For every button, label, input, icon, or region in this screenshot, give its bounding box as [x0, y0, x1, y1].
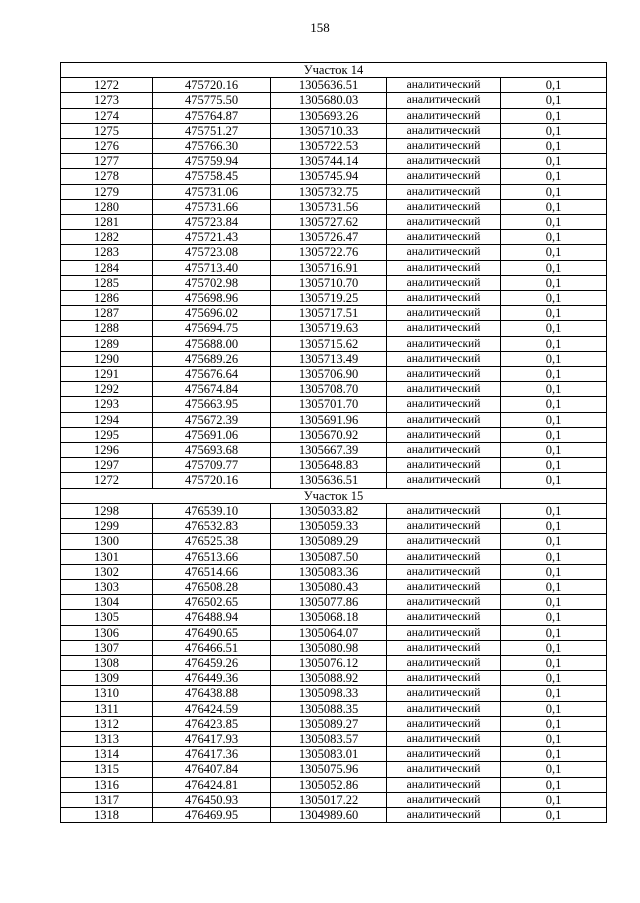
- y-coordinate-cell: 1305745.94: [271, 169, 387, 184]
- method-cell: аналитический: [387, 731, 501, 746]
- point-number-cell: 1272: [61, 473, 153, 488]
- method-cell: аналитический: [387, 93, 501, 108]
- method-cell: аналитический: [387, 655, 501, 670]
- method-cell: аналитический: [387, 610, 501, 625]
- point-number-cell: 1276: [61, 139, 153, 154]
- x-coordinate-cell: 475766.30: [153, 139, 271, 154]
- x-coordinate-cell: 475723.08: [153, 245, 271, 260]
- table-row: [61, 792, 607, 807]
- accuracy-cell: 0,1: [501, 701, 607, 716]
- point-number-cell: 1286: [61, 291, 153, 306]
- point-number-cell: 1313: [61, 731, 153, 746]
- point-number-cell: 1302: [61, 564, 153, 579]
- accuracy-cell: 0,1: [501, 625, 607, 640]
- accuracy-cell: 0,1: [501, 123, 607, 138]
- method-cell: аналитический: [387, 473, 501, 488]
- y-coordinate-cell: 1305719.63: [271, 321, 387, 336]
- point-number-cell: 1272: [61, 78, 153, 93]
- accuracy-cell: 0,1: [501, 245, 607, 260]
- x-coordinate-cell: 476539.10: [153, 503, 271, 518]
- x-coordinate-cell: 475720.16: [153, 473, 271, 488]
- y-coordinate-cell: 1305706.90: [271, 367, 387, 382]
- y-coordinate-cell: 1305716.91: [271, 260, 387, 275]
- point-number-cell: 1306: [61, 625, 153, 640]
- accuracy-cell: 0,1: [501, 792, 607, 807]
- y-coordinate-cell: 1305083.01: [271, 747, 387, 762]
- table-row: [61, 184, 607, 199]
- point-number-cell: 1318: [61, 807, 153, 822]
- accuracy-cell: 0,1: [501, 640, 607, 655]
- method-cell: аналитический: [387, 427, 501, 442]
- table-row: [61, 579, 607, 594]
- method-cell: аналитический: [387, 336, 501, 351]
- accuracy-cell: 0,1: [501, 549, 607, 564]
- y-coordinate-cell: 1305693.26: [271, 108, 387, 123]
- y-coordinate-cell: 1305080.98: [271, 640, 387, 655]
- x-coordinate-cell: 475702.98: [153, 275, 271, 290]
- method-cell: аналитический: [387, 777, 501, 792]
- point-number-cell: 1310: [61, 686, 153, 701]
- accuracy-cell: 0,1: [501, 747, 607, 762]
- accuracy-cell: 0,1: [501, 534, 607, 549]
- x-coordinate-cell: 476449.36: [153, 671, 271, 686]
- accuracy-cell: 0,1: [501, 260, 607, 275]
- x-coordinate-cell: 475775.50: [153, 93, 271, 108]
- method-cell: аналитический: [387, 792, 501, 807]
- y-coordinate-cell: 1305087.50: [271, 549, 387, 564]
- point-number-cell: 1293: [61, 397, 153, 412]
- method-cell: аналитический: [387, 123, 501, 138]
- table-row: [61, 564, 607, 579]
- y-coordinate-cell: 1305064.07: [271, 625, 387, 640]
- section-title: Участок 15: [61, 488, 607, 503]
- point-number-cell: 1311: [61, 701, 153, 716]
- x-coordinate-cell: 475723.84: [153, 215, 271, 230]
- table-row: [61, 747, 607, 762]
- table-row: [61, 443, 607, 458]
- y-coordinate-cell: 1305719.25: [271, 291, 387, 306]
- point-number-cell: 1279: [61, 184, 153, 199]
- y-coordinate-cell: 1305098.33: [271, 686, 387, 701]
- x-coordinate-cell: 475709.77: [153, 458, 271, 473]
- y-coordinate-cell: 1305691.96: [271, 412, 387, 427]
- point-number-cell: 1300: [61, 534, 153, 549]
- method-cell: аналитический: [387, 686, 501, 701]
- table-row: [61, 382, 607, 397]
- accuracy-cell: 0,1: [501, 291, 607, 306]
- point-number-cell: 1314: [61, 747, 153, 762]
- point-number-cell: 1309: [61, 671, 153, 686]
- accuracy-cell: 0,1: [501, 579, 607, 594]
- table-row: [61, 321, 607, 336]
- y-coordinate-cell: 1305710.33: [271, 123, 387, 138]
- accuracy-cell: 0,1: [501, 78, 607, 93]
- accuracy-cell: 0,1: [501, 412, 607, 427]
- table-row: [61, 458, 607, 473]
- coordinates-table: [60, 62, 607, 823]
- accuracy-cell: 0,1: [501, 169, 607, 184]
- x-coordinate-cell: 475731.66: [153, 199, 271, 214]
- y-coordinate-cell: 1305667.39: [271, 443, 387, 458]
- point-number-cell: 1307: [61, 640, 153, 655]
- y-coordinate-cell: 1305089.27: [271, 716, 387, 731]
- table-row: [61, 610, 607, 625]
- method-cell: аналитический: [387, 139, 501, 154]
- accuracy-cell: 0,1: [501, 807, 607, 822]
- point-number-cell: 1294: [61, 412, 153, 427]
- x-coordinate-cell: 475689.26: [153, 351, 271, 366]
- x-coordinate-cell: 475663.95: [153, 397, 271, 412]
- x-coordinate-cell: 475713.40: [153, 260, 271, 275]
- table-row: [61, 519, 607, 534]
- x-coordinate-cell: 475688.00: [153, 336, 271, 351]
- table-row: [61, 595, 607, 610]
- point-number-cell: 1303: [61, 579, 153, 594]
- method-cell: аналитический: [387, 640, 501, 655]
- y-coordinate-cell: 1305033.82: [271, 503, 387, 518]
- method-cell: аналитический: [387, 564, 501, 579]
- accuracy-cell: 0,1: [501, 321, 607, 336]
- point-number-cell: 1284: [61, 260, 153, 275]
- y-coordinate-cell: 1305670.92: [271, 427, 387, 442]
- method-cell: аналитический: [387, 397, 501, 412]
- point-number-cell: 1298: [61, 503, 153, 518]
- accuracy-cell: 0,1: [501, 458, 607, 473]
- table-row: [61, 367, 607, 382]
- x-coordinate-cell: 475751.27: [153, 123, 271, 138]
- y-coordinate-cell: 1305722.76: [271, 245, 387, 260]
- accuracy-cell: 0,1: [501, 686, 607, 701]
- accuracy-cell: 0,1: [501, 397, 607, 412]
- point-number-cell: 1292: [61, 382, 153, 397]
- table-row: [61, 336, 607, 351]
- method-cell: аналитический: [387, 169, 501, 184]
- point-number-cell: 1273: [61, 93, 153, 108]
- point-number-cell: 1291: [61, 367, 153, 382]
- point-number-cell: 1280: [61, 199, 153, 214]
- accuracy-cell: 0,1: [501, 762, 607, 777]
- x-coordinate-cell: 475720.16: [153, 78, 271, 93]
- y-coordinate-cell: 1305636.51: [271, 473, 387, 488]
- table-row: [61, 716, 607, 731]
- point-number-cell: 1290: [61, 351, 153, 366]
- x-coordinate-cell: 476466.51: [153, 640, 271, 655]
- accuracy-cell: 0,1: [501, 564, 607, 579]
- section-header-row: [61, 488, 607, 503]
- accuracy-cell: 0,1: [501, 93, 607, 108]
- x-coordinate-cell: 475759.94: [153, 154, 271, 169]
- accuracy-cell: 0,1: [501, 108, 607, 123]
- accuracy-cell: 0,1: [501, 139, 607, 154]
- y-coordinate-cell: 1305075.96: [271, 762, 387, 777]
- method-cell: аналитический: [387, 458, 501, 473]
- x-coordinate-cell: 476407.84: [153, 762, 271, 777]
- x-coordinate-cell: 476417.93: [153, 731, 271, 746]
- x-coordinate-cell: 476532.83: [153, 519, 271, 534]
- method-cell: аналитический: [387, 382, 501, 397]
- table-row: [61, 503, 607, 518]
- accuracy-cell: 0,1: [501, 336, 607, 351]
- accuracy-cell: 0,1: [501, 215, 607, 230]
- point-number-cell: 1277: [61, 154, 153, 169]
- y-coordinate-cell: 1305732.75: [271, 184, 387, 199]
- point-number-cell: 1296: [61, 443, 153, 458]
- method-cell: аналитический: [387, 747, 501, 762]
- table-row: [61, 215, 607, 230]
- method-cell: аналитический: [387, 701, 501, 716]
- accuracy-cell: 0,1: [501, 595, 607, 610]
- method-cell: аналитический: [387, 534, 501, 549]
- table-row: [61, 397, 607, 412]
- table-row: [61, 275, 607, 290]
- table-row: [61, 686, 607, 701]
- accuracy-cell: 0,1: [501, 671, 607, 686]
- x-coordinate-cell: 475696.02: [153, 306, 271, 321]
- method-cell: аналитический: [387, 519, 501, 534]
- point-number-cell: 1305: [61, 610, 153, 625]
- method-cell: аналитический: [387, 291, 501, 306]
- method-cell: аналитический: [387, 367, 501, 382]
- point-number-cell: 1287: [61, 306, 153, 321]
- accuracy-cell: 0,1: [501, 473, 607, 488]
- table-row: [61, 701, 607, 716]
- y-coordinate-cell: 1305068.18: [271, 610, 387, 625]
- method-cell: аналитический: [387, 321, 501, 336]
- accuracy-cell: 0,1: [501, 731, 607, 746]
- x-coordinate-cell: 475676.64: [153, 367, 271, 382]
- table-row: [61, 671, 607, 686]
- point-number-cell: 1275: [61, 123, 153, 138]
- accuracy-cell: 0,1: [501, 443, 607, 458]
- table-row: [61, 473, 607, 488]
- method-cell: аналитический: [387, 245, 501, 260]
- y-coordinate-cell: 1305722.53: [271, 139, 387, 154]
- point-number-cell: 1316: [61, 777, 153, 792]
- x-coordinate-cell: 475764.87: [153, 108, 271, 123]
- accuracy-cell: 0,1: [501, 275, 607, 290]
- y-coordinate-cell: 1305052.86: [271, 777, 387, 792]
- x-coordinate-cell: 475698.96: [153, 291, 271, 306]
- point-number-cell: 1288: [61, 321, 153, 336]
- method-cell: аналитический: [387, 443, 501, 458]
- table-row: [61, 139, 607, 154]
- x-coordinate-cell: 476424.59: [153, 701, 271, 716]
- y-coordinate-cell: 1304989.60: [271, 807, 387, 822]
- x-coordinate-cell: 475674.84: [153, 382, 271, 397]
- point-number-cell: 1278: [61, 169, 153, 184]
- accuracy-cell: 0,1: [501, 306, 607, 321]
- accuracy-cell: 0,1: [501, 184, 607, 199]
- point-number-cell: 1282: [61, 230, 153, 245]
- table-row: [61, 154, 607, 169]
- x-coordinate-cell: 475721.43: [153, 230, 271, 245]
- y-coordinate-cell: 1305089.29: [271, 534, 387, 549]
- table-row: [61, 78, 607, 93]
- method-cell: аналитический: [387, 625, 501, 640]
- table-row: [61, 777, 607, 792]
- y-coordinate-cell: 1305710.70: [271, 275, 387, 290]
- x-coordinate-cell: 476438.88: [153, 686, 271, 701]
- accuracy-cell: 0,1: [501, 427, 607, 442]
- table-row: [61, 625, 607, 640]
- table-row: [61, 108, 607, 123]
- y-coordinate-cell: 1305648.83: [271, 458, 387, 473]
- accuracy-cell: 0,1: [501, 154, 607, 169]
- table-row: [61, 260, 607, 275]
- method-cell: аналитический: [387, 549, 501, 564]
- method-cell: аналитический: [387, 351, 501, 366]
- y-coordinate-cell: 1305708.70: [271, 382, 387, 397]
- point-number-cell: 1289: [61, 336, 153, 351]
- y-coordinate-cell: 1305080.43: [271, 579, 387, 594]
- table-row: [61, 230, 607, 245]
- accuracy-cell: 0,1: [501, 655, 607, 670]
- y-coordinate-cell: 1305083.36: [271, 564, 387, 579]
- table-row: [61, 640, 607, 655]
- table-row: [61, 169, 607, 184]
- method-cell: аналитический: [387, 78, 501, 93]
- x-coordinate-cell: 475693.68: [153, 443, 271, 458]
- x-coordinate-cell: 476502.65: [153, 595, 271, 610]
- table-row: [61, 655, 607, 670]
- method-cell: аналитический: [387, 595, 501, 610]
- x-coordinate-cell: 475731.06: [153, 184, 271, 199]
- point-number-cell: 1285: [61, 275, 153, 290]
- method-cell: аналитический: [387, 762, 501, 777]
- accuracy-cell: 0,1: [501, 351, 607, 366]
- y-coordinate-cell: 1305083.57: [271, 731, 387, 746]
- x-coordinate-cell: 476423.85: [153, 716, 271, 731]
- point-number-cell: 1299: [61, 519, 153, 534]
- method-cell: аналитический: [387, 230, 501, 245]
- y-coordinate-cell: 1305715.62: [271, 336, 387, 351]
- y-coordinate-cell: 1305717.51: [271, 306, 387, 321]
- y-coordinate-cell: 1305727.62: [271, 215, 387, 230]
- table-row: [61, 549, 607, 564]
- x-coordinate-cell: 476514.66: [153, 564, 271, 579]
- method-cell: аналитический: [387, 807, 501, 822]
- x-coordinate-cell: 476490.65: [153, 625, 271, 640]
- y-coordinate-cell: 1305088.92: [271, 671, 387, 686]
- accuracy-cell: 0,1: [501, 199, 607, 214]
- method-cell: аналитический: [387, 108, 501, 123]
- table-row: [61, 306, 607, 321]
- point-number-cell: 1304: [61, 595, 153, 610]
- point-number-cell: 1283: [61, 245, 153, 260]
- x-coordinate-cell: 476450.93: [153, 792, 271, 807]
- x-coordinate-cell: 476508.28: [153, 579, 271, 594]
- point-number-cell: 1301: [61, 549, 153, 564]
- x-coordinate-cell: 476525.38: [153, 534, 271, 549]
- accuracy-cell: 0,1: [501, 382, 607, 397]
- x-coordinate-cell: 476424.81: [153, 777, 271, 792]
- method-cell: аналитический: [387, 215, 501, 230]
- method-cell: аналитический: [387, 671, 501, 686]
- table-row: [61, 245, 607, 260]
- y-coordinate-cell: 1305017.22: [271, 792, 387, 807]
- y-coordinate-cell: 1305731.56: [271, 199, 387, 214]
- point-number-cell: 1308: [61, 655, 153, 670]
- point-number-cell: 1315: [61, 762, 153, 777]
- x-coordinate-cell: 475694.75: [153, 321, 271, 336]
- accuracy-cell: 0,1: [501, 610, 607, 625]
- x-coordinate-cell: 476488.94: [153, 610, 271, 625]
- method-cell: аналитический: [387, 579, 501, 594]
- point-number-cell: 1295: [61, 427, 153, 442]
- x-coordinate-cell: 476459.26: [153, 655, 271, 670]
- accuracy-cell: 0,1: [501, 367, 607, 382]
- accuracy-cell: 0,1: [501, 716, 607, 731]
- method-cell: аналитический: [387, 503, 501, 518]
- table-row: [61, 534, 607, 549]
- table-row: [61, 762, 607, 777]
- x-coordinate-cell: 476417.36: [153, 747, 271, 762]
- x-coordinate-cell: 475758.45: [153, 169, 271, 184]
- accuracy-cell: 0,1: [501, 519, 607, 534]
- point-number-cell: 1281: [61, 215, 153, 230]
- table-row: [61, 412, 607, 427]
- x-coordinate-cell: 476513.66: [153, 549, 271, 564]
- table-row: [61, 93, 607, 108]
- y-coordinate-cell: 1305726.47: [271, 230, 387, 245]
- y-coordinate-cell: 1305059.33: [271, 519, 387, 534]
- method-cell: аналитический: [387, 184, 501, 199]
- y-coordinate-cell: 1305076.12: [271, 655, 387, 670]
- section-header-row: [61, 63, 607, 78]
- table-row: [61, 807, 607, 822]
- table-row: [61, 731, 607, 746]
- method-cell: аналитический: [387, 275, 501, 290]
- y-coordinate-cell: 1305077.86: [271, 595, 387, 610]
- method-cell: аналитический: [387, 260, 501, 275]
- accuracy-cell: 0,1: [501, 230, 607, 245]
- y-coordinate-cell: 1305744.14: [271, 154, 387, 169]
- y-coordinate-cell: 1305680.03: [271, 93, 387, 108]
- table-row: [61, 351, 607, 366]
- x-coordinate-cell: 475691.06: [153, 427, 271, 442]
- accuracy-cell: 0,1: [501, 503, 607, 518]
- table-row: [61, 199, 607, 214]
- table-row: [61, 291, 607, 306]
- page-number: 158: [310, 20, 330, 35]
- point-number-cell: 1297: [61, 458, 153, 473]
- y-coordinate-cell: 1305636.51: [271, 78, 387, 93]
- method-cell: аналитический: [387, 199, 501, 214]
- point-number-cell: 1317: [61, 792, 153, 807]
- method-cell: аналитический: [387, 154, 501, 169]
- y-coordinate-cell: 1305088.35: [271, 701, 387, 716]
- method-cell: аналитический: [387, 412, 501, 427]
- accuracy-cell: 0,1: [501, 777, 607, 792]
- x-coordinate-cell: 476469.95: [153, 807, 271, 822]
- table-row: [61, 427, 607, 442]
- point-number-cell: 1312: [61, 716, 153, 731]
- table-row: [61, 123, 607, 138]
- x-coordinate-cell: 475672.39: [153, 412, 271, 427]
- point-number-cell: 1274: [61, 108, 153, 123]
- y-coordinate-cell: 1305701.70: [271, 397, 387, 412]
- section-title: Участок 14: [61, 63, 607, 78]
- method-cell: аналитический: [387, 716, 501, 731]
- method-cell: аналитический: [387, 306, 501, 321]
- y-coordinate-cell: 1305713.49: [271, 351, 387, 366]
